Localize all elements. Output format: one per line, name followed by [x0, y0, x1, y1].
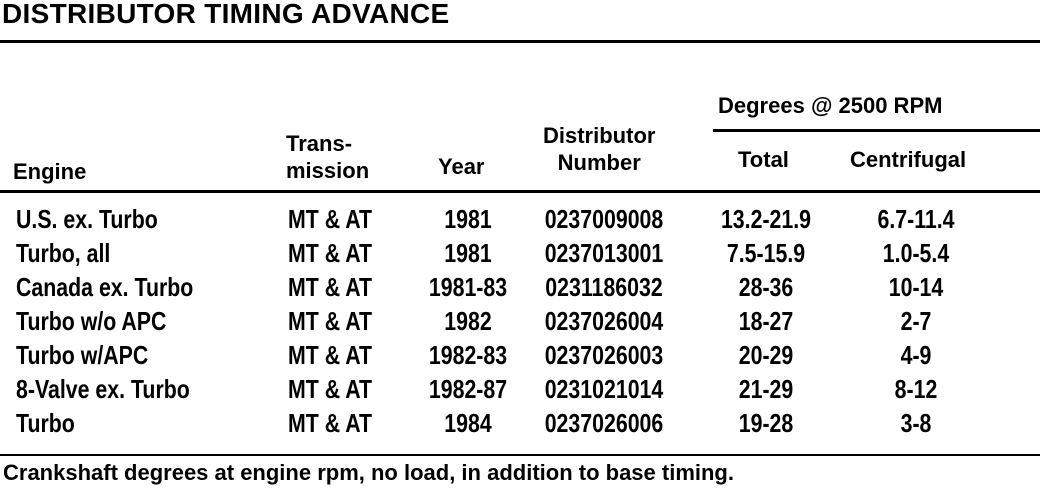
cell-transmission: MT & AT: [288, 204, 373, 234]
cell-centrifugal: 2-7: [900, 306, 932, 336]
cell-engine: Turbo, all: [16, 238, 111, 268]
top-rule: [0, 40, 1040, 43]
cell-total: 7.5-15.9: [726, 238, 806, 268]
cell-distributor: 0231021014: [544, 374, 664, 404]
table-row: [0, 374, 1040, 408]
cell-total: 28-36: [738, 272, 794, 302]
cell-engine: Canada ex. Turbo: [16, 272, 194, 302]
cell-distributor: 0237026004: [544, 306, 664, 336]
cell-transmission: MT & AT: [288, 306, 373, 336]
cell-centrifugal: 1.0-5.4: [882, 238, 950, 268]
cell-centrifugal: 4-9: [900, 340, 932, 370]
page-title: DISTRIBUTOR TIMING ADVANCE: [2, 0, 450, 29]
cell-distributor: 0237013001: [544, 238, 664, 268]
cell-total: 18-27: [738, 306, 794, 336]
cell-distributor: 0237026003: [544, 340, 664, 370]
cell-centrifugal: 8-12: [894, 374, 938, 404]
header-transmission-line1: Trans-: [286, 131, 353, 156]
footnote: Crankshaft degrees at engine rpm, no load, in addition to base timing.: [3, 460, 734, 485]
cell-year: 1982-83: [428, 340, 508, 370]
header-distributor-line2: Number: [557, 150, 641, 175]
table-row: [0, 340, 1040, 374]
table-row: [0, 204, 1040, 238]
cell-year: 1982-87: [428, 374, 508, 404]
cell-engine: Turbo: [16, 408, 75, 438]
header-year: Year: [438, 154, 485, 179]
cell-year: 1984: [444, 408, 492, 438]
header-centrifugal: Centrifugal: [850, 147, 967, 172]
header-rule: [0, 190, 1040, 193]
header-distributor: [543, 122, 655, 176]
header-distributor-line1: Distributor: [543, 123, 656, 148]
cell-centrifugal: 3-8: [900, 408, 932, 438]
table-row: [0, 408, 1040, 442]
cell-total: 19-28: [738, 408, 794, 438]
cell-transmission: MT & AT: [288, 238, 373, 268]
cell-total: 13.2-21.9: [720, 204, 812, 234]
degrees-group-rule: [713, 129, 1040, 132]
table-row: [0, 272, 1040, 306]
cell-engine: 8-Valve ex. Turbo: [16, 374, 190, 404]
table-row: [0, 238, 1040, 272]
header-transmission: [286, 130, 369, 184]
cell-transmission: MT & AT: [288, 374, 373, 404]
cell-engine: U.S. ex. Turbo: [16, 204, 158, 234]
header-engine: Engine: [13, 159, 87, 184]
cell-centrifugal: 10-14: [888, 272, 944, 302]
cell-engine: Turbo w/APC: [16, 340, 149, 370]
cell-distributor: 0237026006: [544, 408, 664, 438]
header-total: Total: [738, 147, 789, 172]
cell-transmission: MT & AT: [288, 340, 373, 370]
bottom-rule: [0, 454, 1040, 456]
header-transmission-line2: mission: [286, 158, 370, 183]
cell-year: 1981: [444, 204, 492, 234]
cell-year: 1981: [444, 238, 492, 268]
cell-year: 1981-83: [428, 272, 508, 302]
cell-total: 20-29: [738, 340, 794, 370]
cell-distributor: 0231186032: [545, 272, 663, 302]
cell-total: 21-29: [738, 374, 794, 404]
header-degrees-group: Degrees @ 2500 RPM: [718, 93, 943, 118]
cell-engine: Turbo w/o APC: [16, 306, 167, 336]
cell-year: 1982: [444, 306, 492, 336]
cell-transmission: MT & AT: [288, 408, 373, 438]
table-row: [0, 306, 1040, 340]
cell-distributor: 0237009008: [544, 204, 664, 234]
cell-centrifugal: 6.7-11.4: [877, 204, 955, 234]
cell-transmission: MT & AT: [288, 272, 373, 302]
